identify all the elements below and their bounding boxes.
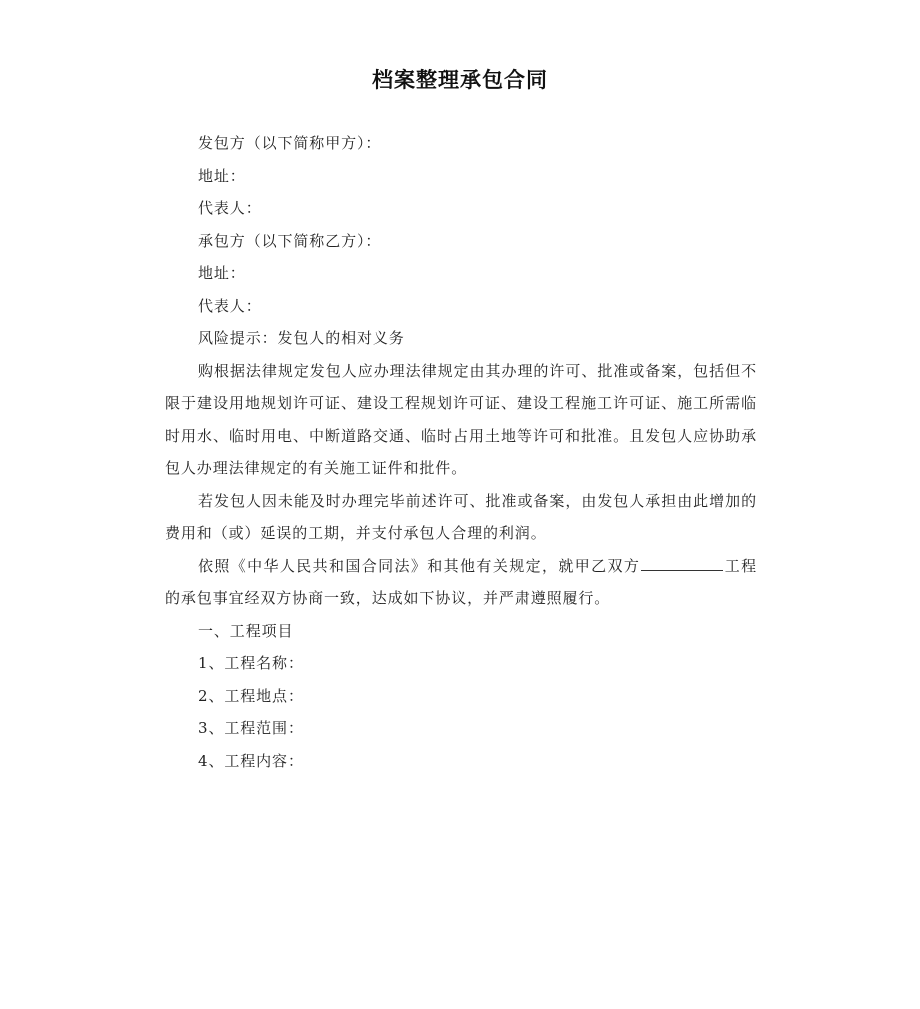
document-body bbox=[165, 127, 757, 777]
item-project-location: 2、工程地点： bbox=[198, 686, 304, 705]
basis-text-before: 依照《中华人民共和国合同法》和其他有关规定，就甲乙双方 bbox=[198, 556, 641, 575]
item-project-content: 4、工程内容： bbox=[198, 751, 304, 770]
section-1-heading: 一、工程项目 bbox=[198, 621, 294, 640]
party-a-address-line: 地址： bbox=[198, 166, 246, 185]
party-a-representative-line: 代表人： bbox=[198, 199, 262, 217]
party-b-line: 承包方（以下简称乙方）： bbox=[198, 231, 382, 250]
document-title: 档案整理承包合同 bbox=[372, 68, 548, 92]
delay-paragraph: 若发包人因未能及时办理完毕前述许可、批准或备案，由发包人承担由此增加的费用和（或）延误的工期，并支付承包人合理的利润。 bbox=[165, 491, 757, 542]
basis-text-after: 工程的承包事宜经双方协商一致，达成如下协议，并严肃遵照履行。 bbox=[165, 556, 757, 607]
item-project-name: 1、工程名称： bbox=[198, 654, 304, 672]
item-project-scope: 3、工程范围： bbox=[198, 719, 304, 737]
party-b-representative-line: 代表人： bbox=[198, 296, 262, 315]
risk-tip-line: 风险提示：发包人的相对义务 bbox=[198, 329, 405, 347]
party-a-line: 发包方（以下简称甲方）： bbox=[198, 134, 382, 152]
project-name-blank bbox=[641, 556, 723, 571]
party-b-address-line: 地址： bbox=[198, 264, 246, 282]
permits-paragraph: 购根据法律规定发包人应办理法律规定由其办理的许可、批准或备案，包括但不限于建设用地规划许可证、建设工程规划许可证、建设工程施工许可证、施工所需临时用水、临时用电、中断道路交通、临时占用土地等许可和批准。且发包人应协助承包人办理法律规定的有关施工证件和批件。 bbox=[165, 361, 757, 477]
basis-paragraph bbox=[165, 550, 757, 615]
